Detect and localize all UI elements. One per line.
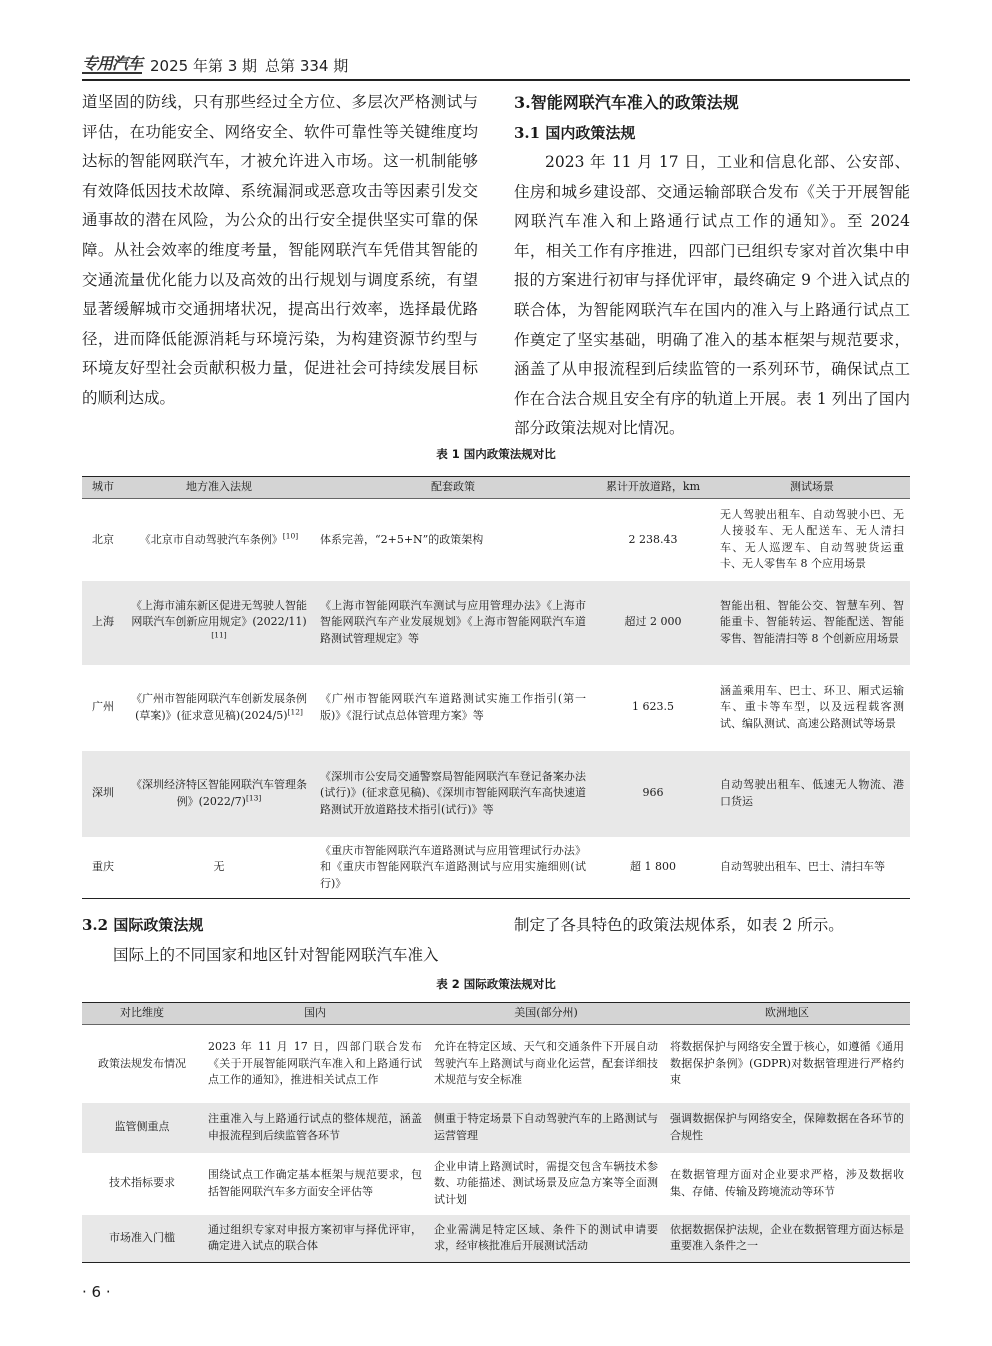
- china-cell: 注重准入与上路通行试点的整体规范，涵盖申报流程到后续监管各环节: [202, 1103, 428, 1153]
- reference-mark: [13]: [245, 792, 262, 802]
- table-row: [82, 499, 910, 581]
- table-row: [82, 581, 910, 665]
- table2-header-dimension: 对比维度: [82, 1003, 202, 1025]
- reference-mark: [11]: [211, 630, 227, 640]
- policy-cell: 《重庆市智能网联汽车道路测试与应用管理试行办法》和《重庆市智能网联汽车道路测试与应用实施细则(试行)》: [314, 837, 592, 899]
- regulation-cell: 《广州市智能网联汽车创新发展条例(草案)》(征求意见稿)(2024/5)[12]: [131, 692, 307, 722]
- total-issue-number: 总第 334 期: [265, 56, 349, 75]
- usa-cell: 允许在特定区域、天气和交通条件下开展自动驾驶汽车上路测试与商业化运营，配套详细技术规范与安全标准: [434, 1040, 658, 1086]
- regulation-cell: 无: [124, 837, 314, 899]
- table1-header-road: 累计开放道路，km: [592, 477, 714, 499]
- section-3-2-heading: 3.2 国际政策法规: [82, 916, 204, 934]
- table1-header-regulation: 地方准入法规: [124, 477, 314, 499]
- section-3-2-paragraph-start: 国际上的不同国家和地区针对智能网联汽车准入: [113, 946, 439, 964]
- road-cell: 1 623.5: [632, 700, 674, 714]
- page-number: · 6 ·: [82, 1283, 111, 1301]
- city-cell: 广州: [92, 700, 114, 714]
- section-3-1-paragraph: 2023 年 11 月 17 日，工业和信息化部、公安部、住房和城乡建设部、交通运输部联合发布《关于开展智能网联汽车准入和上路通行试点工作的通知》。至 2024 年，相关工作有序推进，四部门已组织专家对首次集中申报的方案进行初审与择优评审，最终确定 9 个进入试点的联合体，为智能网联汽车在国内的准入与上路通行试点工作奠定了坚实基础，明确了准入的基本框架与规范要求，涵盖了从申报流程到后续监管的一系列环节，确保试点工作在合法合规且安全有序的轨道上开展。表 1 列出了国内部分政策法规对比情况。: [514, 153, 910, 438]
- usa-cell: 企业申请上路测试时，需提交包含车辆技术参数、功能描述、测试场景及应急方案等全面测试计划: [434, 1159, 658, 1206]
- china-cell: 2023 年 11 月 17 日，四部门联合发布《关于开展智能网联汽车准入和上路通行试点工作的通知》，推进相关试点工作: [208, 1040, 422, 1086]
- issue-number: 2025 年第 3 期: [150, 56, 258, 75]
- regulation-cell: 《深圳经济特区智能网联汽车管理条例》(2022/7)[13]: [124, 751, 314, 837]
- table-row: [82, 1215, 910, 1263]
- table1-header-row: [82, 477, 910, 499]
- section-3-1-heading: 3.1 国内政策法规: [514, 124, 636, 142]
- table1-header-scenario: 测试场景: [714, 477, 910, 499]
- city-cell: 北京: [92, 532, 114, 546]
- table-row: [82, 1153, 910, 1215]
- road-cell: 2 238.43: [628, 532, 678, 546]
- scenario-cell: 无人驾驶出租车、自动驾驶小巴、无人接驳车、无人配送车、无人清扫车、无人巡逻车、自动驾驶货运重卡、无人零售车 8 个应用场景: [720, 507, 904, 571]
- china-cell: 通过组织专家对申报方案初审与择优评审，确定进入试点的联合体: [202, 1215, 428, 1263]
- table2-header-row: [82, 1003, 910, 1025]
- table-row: [82, 1103, 910, 1153]
- left-paragraph: 道坚固的防线，只有那些经过全方位、多层次严格测试与评估，在功能安全、网络安全、软件可靠性等关键维度均达标的智能网联汽车，才被允许进入市场。这一机制能够有效降低因技术故障、系统漏洞或恶意攻击等因素引发交通事故的潜在风险，为公众的出行安全提供坚实可靠的保障。从社会效率的维度考量，智能网联汽车凭借其智能的交通流量优化能力以及高效的出行规划与调度系统，有望显著缓解城市交通拥堵状况，提高出行效率，选择最优路径，进而降低能源消耗与环境污染，为构建资源节约型与环境友好型社会贡献积极力量，促进社会可持续发展目标的顺利达成。: [82, 93, 478, 407]
- reference-mark: [12]: [287, 706, 303, 716]
- regulation-cell: 《北京市自动驾驶汽车条例》[10]: [139, 530, 299, 546]
- policy-cell: 体系完善，“2+5+N”的政策架构: [320, 532, 484, 546]
- usa-cell: 企业需满足特定区域、条件下的测试申请要求，经审核批准后开展测试活动: [428, 1215, 664, 1263]
- table1-header-policy: 配套政策: [314, 477, 592, 499]
- dimension-cell: 政策法规发布情况: [98, 1056, 186, 1070]
- table-row: [82, 751, 910, 837]
- table1-title: 表 1 国内政策法规对比: [436, 447, 556, 461]
- running-header: [82, 52, 348, 78]
- usa-cell: 侧重于特定场景下自动驾驶汽车的上路测试与运营管理: [428, 1103, 664, 1153]
- table2-header-usa: 美国(部分州): [428, 1003, 664, 1025]
- city-cell: 重庆: [82, 837, 124, 899]
- table2-header-china: 国内: [202, 1003, 428, 1025]
- city-cell: 深圳: [82, 751, 124, 837]
- scenario-cell: 自动驾驶出租车、巴士、清扫车等: [714, 837, 910, 899]
- table-row: [82, 837, 910, 899]
- left-column: [82, 88, 478, 414]
- table1-header-city: 城市: [82, 477, 124, 499]
- section-3-2-paragraph-end: 制定了各具特色的政策法规体系，如表 2 所示。: [514, 916, 844, 934]
- road-cell: 966: [592, 751, 714, 837]
- table-row: [82, 1025, 910, 1103]
- table1: [82, 476, 910, 899]
- reference-mark: [10]: [282, 530, 299, 540]
- journal-logo: 专用汽车: [82, 54, 143, 73]
- dimension-cell: 监管侧重点: [82, 1103, 202, 1153]
- table2-header-europe: 欧洲地区: [664, 1003, 910, 1025]
- road-cell: 超 1 800: [592, 837, 714, 899]
- header-rule: [82, 79, 910, 81]
- policy-cell: 《上海市智能网联汽车测试与应用管理办法》《上海市智能网联汽车产业发展规划》《上海市智能网联汽车道路测试管理规定》等: [314, 581, 592, 665]
- table-row: [82, 665, 910, 751]
- regulation-cell: 《上海市浦东新区促进无驾驶人智能网联汽车创新应用规定》(2022/11)[11]: [124, 581, 314, 665]
- section-3-heading: 3.智能网联汽车准入的政策法规: [514, 93, 739, 112]
- dimension-cell: 技术指标要求: [109, 1176, 175, 1190]
- europe-cell: 强调数据保护与网络安全，保障数据在各环节的合规性: [664, 1103, 910, 1153]
- policy-cell: 《广州市智能网联汽车道路测试实施工作指引(第一版)》《混行试点总体管理方案》等: [320, 692, 586, 722]
- policy-cell: 《深圳市公安局交通警察局智能网联汽车登记备案办法(试行)》(征求意见稿)、《深圳市智能网联汽车高快速道路测试开放道路技术指引(试行)》等: [314, 751, 592, 837]
- scenario-cell: 智能出租、智能公交、智慧车列、智能重卡、智能转运、智能配送、智能零售、智能清扫等 8 个创新应用场景: [714, 581, 910, 665]
- table2-title: 表 2 国际政策法规对比: [436, 977, 556, 991]
- right-column: [514, 88, 910, 444]
- europe-cell: 将数据保护与网络安全置于核心，如遵循《通用数据保护条例》(GDPR)对数据管理进行严格约束: [670, 1040, 904, 1086]
- europe-cell: 在数据管理方面对企业要求严格，涉及数据收集、存储、传输及跨境流动等环节: [670, 1168, 904, 1198]
- road-cell: 超过 2 000: [592, 581, 714, 665]
- china-cell: 围绕试点工作确定基本框架与规范要求，包括智能网联汽车多方面安全评估等: [208, 1168, 422, 1198]
- dimension-cell: 市场准入门槛: [82, 1215, 202, 1263]
- scenario-cell: 自动驾驶出租车、低速无人物流、港口货运: [714, 751, 910, 837]
- table2: [82, 1002, 910, 1263]
- city-cell: 上海: [82, 581, 124, 665]
- scenario-cell: 涵盖乘用车、巴士、环卫、厢式运输车、重卡等车型，以及远程载客测试、编队测试、高速公路测试等场景: [720, 683, 904, 730]
- europe-cell: 依据数据保护法规，企业在数据管理方面达标是重要准入条件之一: [664, 1215, 910, 1263]
